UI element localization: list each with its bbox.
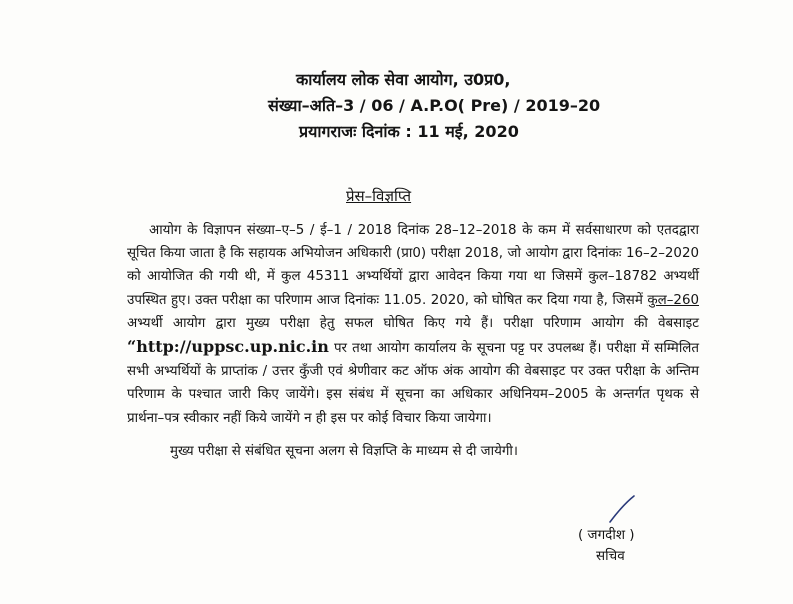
signatory-designation: सचिव [596,548,625,564]
signature-stroke [608,494,638,524]
notice-title: प्रेस–विज्ञप्ति [346,187,412,205]
body-text-1a: आयोग के विज्ञापन संख्या–ए–5 / ई–1 / 2018 दिनांक 28–12–2018 के कम में सर्वसाधारण को एतदद्वारा सूचित किया जाता है कि सहायक अभियोजन अधिकारी (प्रा0) परीक्षा 2018, जो आयोग द्वारा दिनांकः 16–2–2020 को आयोजित की गयी थी, में कुल 45311 अभ्यर्थियों द्वारा आवेदन किया गया था जिसमें कुल–18782 अभ्यर्थी उपस्थित हुए। उक्त परीक्षा का परिणाम आज दिनांकः 11.05. 2020, को घोषित कर दिया गया है, जिसमें [127,223,699,308]
date-line: प्रयागराजः दिनांक : 11 मई, 2020 [299,122,519,141]
qualified-count: कुल–260 [647,292,699,308]
office-name: कार्यालय लोक सेवा आयोग, उ0प्र0, [296,70,511,89]
website-link[interactable]: “http://uppsc.up.nic.in [127,337,329,357]
body-paragraph-2: मुख्य परीक्षा से संबंधित सूचना अलग से विज्ञप्ति के माध्यम से दी जायेगी। [170,444,518,459]
body-paragraph-1 [127,219,699,430]
signatory-name: ( जगदीश ) [578,527,635,543]
reference-number: संख्या–अति–3 / 06 / A.P.O( Pre) / 2019–20 [268,96,601,115]
body-text-1b: अभ्यर्थी आयोग द्वारा मुख्य परीक्षा हेतु सफल घोषित किए गये हैं। परीक्षा परिणाम आयोग की वेबसाइट [127,315,699,331]
body-text-1c: पर तथा आयोग कार्यालय के सूचना पट्ट पर उपलब्ध हैं। परीक्षा में सम्मिलित सभी अभ्यर्थियों के प्राप्तांक / उत्तर कुँजी एवं श्रेणीवार कट ऑफ अंक आयोग की वेबसाइट पर उक्त परीक्षा के अन्तिम परिणाम के पश्चात जारी किए जायेंगे। इस संबंध में सूचना का अधिकार अधिनियम–2005 के अन्तर्गत पृथक से प्रार्थना–पत्र स्वीकार नहीं किये जायेंगे न ही इस पर कोई विचार किया जायेगा। [127,341,699,426]
